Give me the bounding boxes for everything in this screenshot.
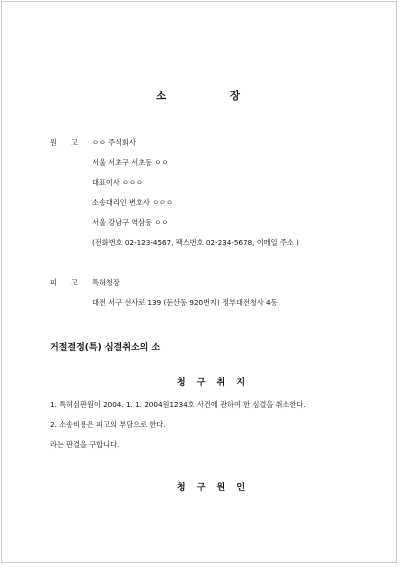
plaintiff-address: 서울 서초구 서초동 ㅇㅇ xyxy=(92,158,169,167)
document-page xyxy=(1,1,397,563)
plaintiff-attorney: 소송대리인 변호사 ㅇㅇㅇ xyxy=(92,198,173,207)
claim-purpose-closing: 라는 판결을 구합니다. xyxy=(50,440,120,449)
claim-cause-heading: 청 구 원 인 xyxy=(176,483,250,493)
plaintiff-contact: (전화번호 02-123-4567, 팩스번호 02-234-5678, 이메일 주소 ) xyxy=(92,238,299,247)
claim-purpose-heading: 청 구 취 지 xyxy=(176,378,250,388)
case-title: 거절결정(특) 심결취소의 소 xyxy=(50,343,161,353)
plaintiff-label: 원고 xyxy=(50,138,92,147)
document-title: 소 장 xyxy=(156,90,270,102)
plaintiff-attorney-address: 서울 강남구 역삼동 ㅇㅇ xyxy=(92,218,169,227)
defendant-label: 피고 xyxy=(50,278,92,287)
defendant-name: 특허청장 xyxy=(92,278,120,287)
claim-purpose-item-2: 2. 소송비용은 피고의 부담으로 한다. xyxy=(50,420,166,429)
claim-purpose-item-1: 1. 특허심판원이 2004. 1. 1. 2004원1234호 사건에 관하여 한 심결을 취소한다. xyxy=(50,400,306,409)
plaintiff-company: ㅇㅇ 주식회사 xyxy=(92,138,136,147)
plaintiff-representative: 대표이사 ㅇㅇㅇ xyxy=(92,178,143,187)
defendant-address: 대전 서구 선사로 139 (둔산동 920번지) 정부대전청사 4동 xyxy=(92,298,278,307)
